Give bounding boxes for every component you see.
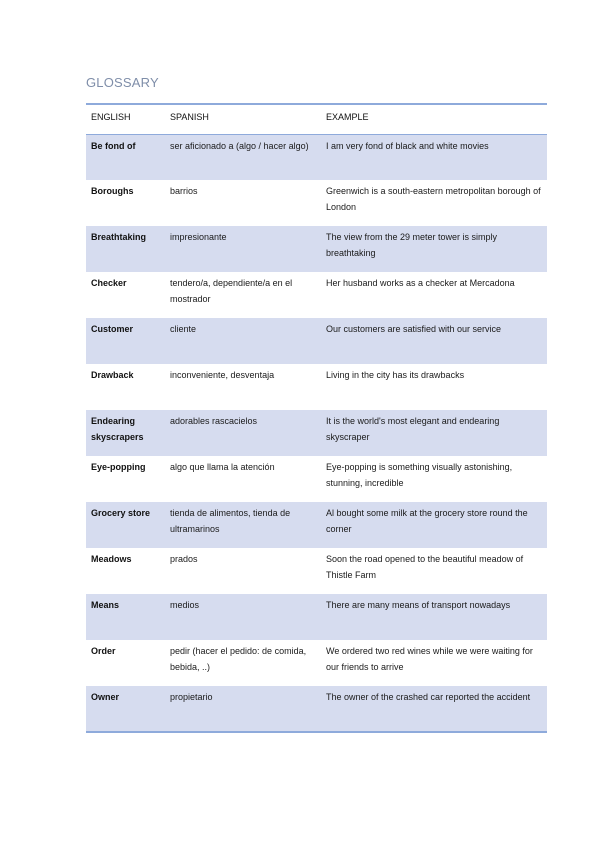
english-term: Drawback — [91, 370, 134, 380]
table-body — [86, 134, 547, 732]
english-term: Order — [91, 646, 116, 656]
example-sentence: Al bought some milk at the grocery store round the corner — [321, 502, 547, 548]
spanish-translation: propietario — [165, 686, 321, 732]
table-row — [86, 686, 547, 732]
table-row — [86, 640, 547, 686]
english-term: Eye-popping — [91, 462, 146, 472]
table-row — [86, 318, 547, 364]
example-sentence: Her husband works as a checker at Mercadona — [326, 278, 515, 288]
spanish-translation: tendero/a, dependiente/a en el mostrador — [170, 278, 293, 304]
example-sentence: The view from the 29 meter tower is simply breathtaking — [321, 226, 547, 272]
spanish-translation: ser aficionado a (algo / hacer algo) — [165, 134, 321, 180]
english-term: Breathtaking — [86, 226, 165, 272]
english-term: Grocery store — [86, 502, 165, 548]
example-sentence: We ordered two red wines while we were waiting for our friends to arrive — [326, 646, 533, 672]
table-row — [86, 456, 547, 502]
english-term: Be fond of — [86, 134, 165, 180]
table-row — [86, 594, 547, 640]
example-sentence: Our customers are satisfied with our service — [321, 318, 547, 364]
table-row — [86, 548, 547, 594]
english-term: Checker — [91, 278, 127, 288]
glossary-table — [86, 103, 547, 733]
page-title: GLOSSARY — [86, 75, 159, 90]
table-row — [86, 364, 547, 410]
english-term: Customer — [86, 318, 165, 364]
example-sentence: I am very fond of black and white movies — [321, 134, 547, 180]
english-term: Means — [86, 594, 165, 640]
table-row — [86, 272, 547, 318]
example-sentence: The owner of the crashed car reported the accident — [321, 686, 547, 732]
spanish-translation: medios — [165, 594, 321, 640]
table-header — [86, 104, 547, 134]
table-row — [86, 134, 547, 180]
column-header-example: EXAMPLE — [321, 104, 547, 134]
english-term: Owner — [86, 686, 165, 732]
column-header-spanish: SPANISH — [165, 104, 321, 134]
spanish-translation: pedir (hacer el pedido: de comida, bebida, ..) — [170, 646, 307, 672]
example-sentence: Living in the city has its drawbacks — [326, 370, 465, 380]
spanish-translation: tienda de alimentos, tienda de ultramarinos — [165, 502, 321, 548]
english-term: Boroughs — [91, 186, 134, 196]
spanish-translation: inconveniente, desventaja — [170, 370, 275, 380]
spanish-translation: impresionante — [165, 226, 321, 272]
english-term: Meadows — [91, 554, 132, 564]
spanish-translation: prados — [170, 554, 198, 564]
table-row — [86, 226, 547, 272]
table-row — [86, 502, 547, 548]
table-row — [86, 180, 547, 226]
table-row — [86, 410, 547, 456]
example-sentence: Soon the road opened to the beautiful meadow of Thistle Farm — [326, 554, 524, 580]
spanish-translation: adorables rascacielos — [165, 410, 321, 456]
column-header-english: ENGLISH — [86, 104, 165, 134]
header-row — [86, 104, 547, 134]
example-sentence: Eye-popping is something visually astonishing, stunning, incredible — [326, 462, 513, 488]
spanish-translation: cliente — [165, 318, 321, 364]
spanish-translation: barrios — [170, 186, 198, 196]
example-sentence: There are many means of transport nowadays — [321, 594, 547, 640]
example-sentence: Greenwich is a south-eastern metropolitan borough of London — [326, 186, 541, 212]
english-term: Endearing skyscrapers — [86, 410, 165, 456]
spanish-translation: algo que llama la atención — [170, 462, 275, 472]
example-sentence: It is the world's most elegant and endearing skyscraper — [321, 410, 547, 456]
